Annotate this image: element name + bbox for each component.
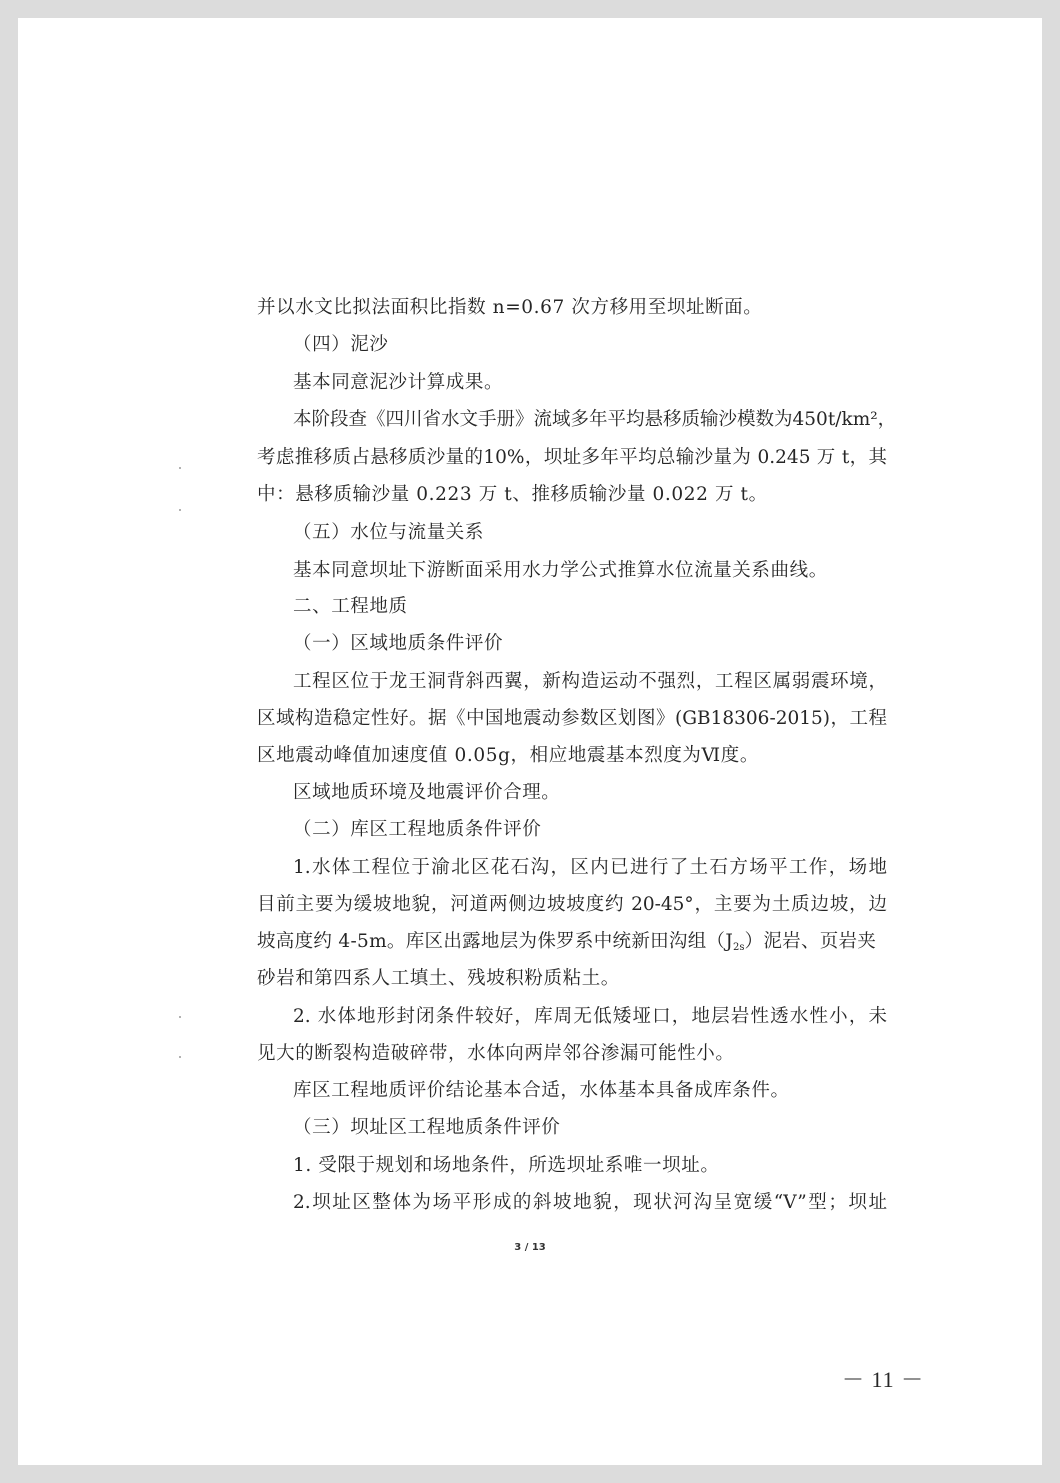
body-text-line: 2. 水体地形封闭条件较好，库周无低矮垭口，地层岩性透水性小，未 [293,1006,887,1027]
page-counter: 3 / 13 [514,1242,546,1253]
body-text-line: 工程区位于龙王洞背斜西翼，新构造运动不强烈，工程区属弱震环境， [293,671,887,692]
scan-speck [179,1056,181,1058]
page-number: － 11 － [842,1367,925,1392]
subscript: 2s [733,942,745,953]
body-text-line: 区域构造稳定性好。据《中国地震动参数区划图》(GB18306-2015)，工程 [257,708,887,729]
body-text-line: 砂岩和第四系人工填土、残坡积粉质粘土。 [257,968,620,989]
body-text-line: 区域地质环境及地震评价合理。 [293,782,561,803]
body-text-line: 区地震动峰值加速度值 0.05g，相应地震基本烈度为Ⅵ度。 [257,745,759,766]
section-heading: （三）坝址区工程地质条件评价 [293,1117,561,1138]
body-text-line: 基本同意坝址下游断面采用水力学公式推算水位流量关系曲线。 [293,560,828,581]
body-text-line: 本阶段查《四川省水文手册》流域多年平均悬移质输沙模数为450t/km²， [293,409,897,430]
body-text-line: 见大的断裂构造破碎带，水体向两岸邻谷渗漏可能性小。 [257,1043,735,1064]
scan-speck [179,509,181,511]
text-segment: ）泥岩、页岩夹 [744,931,877,952]
text-segment: 坡高度约 4-5m。库区出露地层为侏罗系中统新田沟组（J [257,931,734,952]
section-heading: （五）水位与流量关系 [293,522,485,543]
section-heading: （二）库区工程地质条件评价 [293,819,542,840]
body-text-line: 考虑推移质占悬移质沙量的10%，坝址多年平均总输沙量为 0.245 万 t，其 [257,447,887,468]
body-text-line: 目前主要为缓坡地貌，河道两侧边坡坡度约 20-45°，主要为土质边坡，边 [257,894,887,915]
section-heading: （四）泥沙 [293,334,389,355]
scan-speck [179,467,181,469]
body-text-line: 并以水文比拟法面积比指数 n=0.67 次方移用至坝址断面。 [257,297,763,318]
body-text-line: 基本同意泥沙计算成果。 [293,372,504,393]
body-text-line: 中：悬移质输沙量 0.223 万 t、推移质输沙量 0.022 万 t。 [257,484,768,505]
body-text-line: 2.坝址区整体为场平形成的斜坡地貌，现状河沟呈宽缓“V”型；坝址 [293,1192,887,1213]
body-text-line [257,930,876,960]
body-text-line: 1.水体工程位于渝北区花石沟，区内已进行了土石方场平工作，场地 [293,857,887,878]
body-text-line: 库区工程地质评价结论基本合适，水体基本具备成库条件。 [293,1080,790,1101]
scan-speck [179,1016,181,1018]
body-text-line: 1. 受限于规划和场地条件，所选坝址系唯一坝址。 [293,1155,720,1176]
chapter-heading: 二、工程地质 [293,596,408,617]
section-heading: （一）区域地质条件评价 [293,633,504,654]
